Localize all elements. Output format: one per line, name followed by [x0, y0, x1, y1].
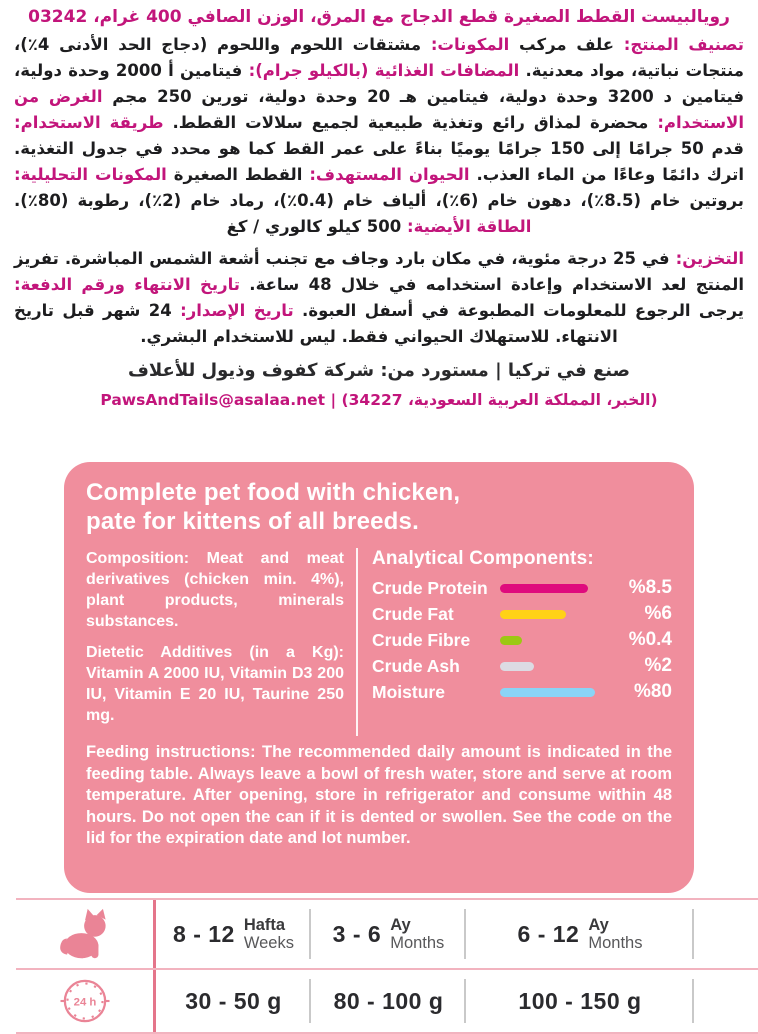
fat-bar [500, 610, 566, 619]
amount-cell-2 [311, 970, 466, 1032]
unit-local: Ay [588, 916, 609, 934]
analytical-value: %8.5 [628, 577, 672, 598]
protein-bar [500, 584, 588, 593]
age-row [16, 898, 758, 970]
unit-local: Ay [390, 916, 411, 934]
age-unit [588, 916, 642, 952]
arabic-label-text [0, 2, 758, 458]
dietetic-paragraph [86, 642, 344, 726]
unit-english: Weeks [243, 934, 294, 952]
analytical-row-protein [372, 575, 672, 601]
analytical-value: %2 [644, 655, 672, 676]
amount-cell-3 [466, 970, 694, 1032]
dietetic-text: Vitamin A 2000 IU, Vitamin D3 200 IU, Vitamin E 20 IU, Taurine 250 mg. [86, 665, 344, 724]
composition-paragraph [86, 548, 344, 632]
analytical-row-ash [372, 653, 672, 679]
analytical-label: Crude Fat [372, 603, 454, 624]
age-range: 6 - 12 [517, 920, 580, 947]
age-range: 8 - 12 [173, 920, 235, 947]
arabic-paragraph-ingredients: تصنيف المنتج: علف مركب المكونات: مشتقات اللحوم واللحوم (دجاج الحد الأدنى 4٪)، منتجات نباتية، مواد معدنية. المضافات الغذائية (بالكيلو جرام): فيتامين أ 2000 وحدة دولية، فيتامين د 3200 وحدة دولية، فيتامين هـ 20 وحدة دولية، تورين 250 مجم الغرض من الاستخدام: محضرة لمذاق رائع وتغذية طبيعية لجميع سلالات القطط. طريقة الاستخدام: قدم 50 جرامًا إلى 150 جرامًا يوميًا بناءً على عمر القط كما هو محدد في جدول التغذية. اترك دائمًا وعاءًا من الماء العذب. الحيوان المستهدف: القطط الصغيرة المكونات التحليلية: بروتين خام (8.5٪)، دهون خام (6٪)، ألياف خام (0.4٪)، رماد خام (2٪)، رطوبة (80٪). الطاقة الأيضية: 500 كيلو كالوري / كغ [14, 35, 745, 236]
dietetic-label: Dietetic Additives (in a Kg): [86, 644, 344, 661]
analytical-row-moisture [372, 679, 672, 705]
analytical-column [358, 548, 672, 736]
contact-line: (الخبر، المملكة العربية السعودية، 34227) | PawsAndTails@asalaa.net [100, 391, 658, 409]
amount-cell-1 [156, 970, 311, 1032]
analytical-label: Crude Fibre [372, 629, 471, 650]
composition-column [86, 548, 358, 736]
amount-row-tail [694, 970, 758, 1032]
feeding-text: The recommended daily amount is indicated in the feeding table. Always leave a bowl of fresh water, store and serve at room temperature. After opening, store in refrigerator and consume within 48 hours. Do not open the can if it is dented or swollen. See the code on the lid for the expiration date and lot number. [86, 743, 672, 847]
amount-value: 100 - 150 g [518, 987, 642, 1014]
unit-local: Hafta [243, 916, 286, 934]
analytical-value: %0.4 [628, 629, 672, 650]
clock-24h-icon [57, 973, 113, 1029]
age-cell-3 [466, 900, 694, 968]
amount-value: 30 - 50 g [185, 987, 282, 1014]
moisture-bar [500, 688, 595, 697]
amount-row [16, 970, 758, 1034]
age-row-tail [694, 900, 758, 968]
composition-label: Composition: [86, 550, 190, 567]
age-cell-2 [311, 900, 466, 968]
composition-text: Meat and meat derivatives (chicken min. 4%), plant products, minerals substances. [86, 550, 344, 630]
age-unit [244, 916, 294, 952]
age-cell-1 [156, 900, 311, 968]
clock-label: 24 h [73, 996, 96, 1009]
made-in-importer-line: صنع في تركيا | مستورد من: شركة كفوف وذيول للأعلاف [127, 360, 631, 381]
panel-heading [86, 478, 672, 536]
analytical-value: %80 [633, 681, 672, 702]
arabic-paragraph-storage: التخزين: في 25 درجة مئوية، في مكان بارد وجاف مع تجنب أشعة الشمس المباشرة. تفريز المنتج لعد الاستخدام وإعادة استخدامه في خلال 48 ساعة. تاريخ الانتهاء ورقم الدفعة: يرجى الرجوع للمعلومات المطبوعة في أسفل العبوة. تاريخ الإصدار: 24 شهر قبل تاريخ الانتهاء. للاستهلاك الحيواني فقط. ليس للاستخدام البشري. [14, 249, 744, 346]
analytical-heading: Analytical Components: [372, 548, 594, 569]
age-range: 3 - 6 [332, 920, 382, 947]
ash-bar [500, 662, 534, 671]
age-icon-cell [16, 900, 156, 968]
analytical-label: Moisture [372, 681, 445, 702]
analytical-row-fibre [372, 627, 672, 653]
english-info-panel [64, 462, 694, 893]
unit-english: Months [588, 934, 643, 952]
analytical-value: %6 [644, 603, 672, 624]
amount-icon-cell [16, 970, 156, 1032]
feeding-label: Feeding instructions: [86, 743, 256, 761]
analytical-row-fat [372, 601, 672, 627]
panel-heading-line1: Complete pet food with chicken, [86, 479, 461, 506]
product-title-arabic: رويالبيست القطط الصغيرة قطع الدجاج مع المرق، الوزن الصافي 400 غرام، 03242 [28, 7, 730, 27]
analytical-label: Crude Protein [372, 577, 488, 598]
age-unit [390, 916, 444, 952]
panel-heading-line2: pate for kittens of all breeds. [86, 508, 419, 535]
kitten-icon [56, 908, 114, 960]
feeding-instructions [86, 742, 672, 850]
unit-english: Months [390, 934, 445, 952]
feeding-table [16, 898, 758, 1034]
amount-value: 80 - 100 g [333, 987, 444, 1014]
fibre-bar [500, 636, 522, 645]
analytical-label: Crude Ash [372, 655, 460, 676]
